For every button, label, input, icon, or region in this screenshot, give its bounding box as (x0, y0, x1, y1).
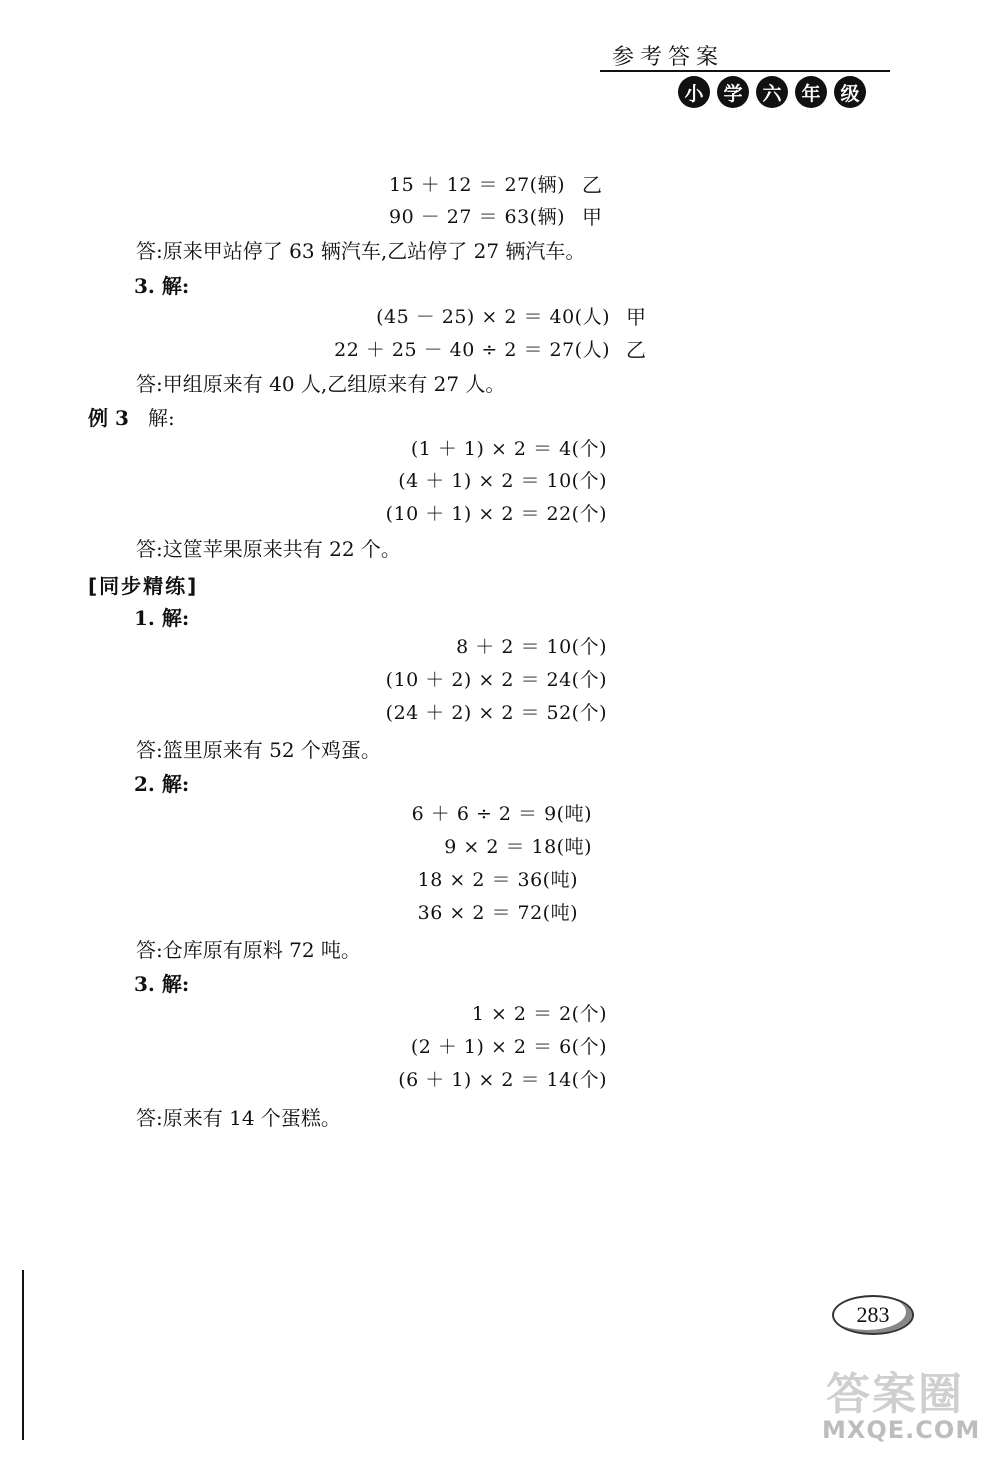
answer-line: 答:原来甲站停了 63 辆汽车,乙站停了 27 辆汽车。 (136, 239, 586, 263)
grade-char: 年 (795, 76, 827, 108)
answer-line: 答:甲组原来有 40 人,乙组原来有 27 人。 (136, 372, 506, 396)
grade-badge (678, 76, 866, 108)
equation-line: (4 ＋ 1) × 2 ＝ 10(个) (398, 470, 607, 492)
answer-line: 答:这筐苹果原来共有 22 个。 (136, 537, 401, 561)
equation-line: 1 × 2 ＝ 2(个) (471, 1003, 607, 1025)
answer-line: 答:原来有 14 个蛋糕。 (136, 1106, 341, 1130)
equation-line: 22 ＋ 25 － 40 ÷ 2 ＝ 27(人) (334, 339, 610, 361)
grade-char: 学 (717, 76, 749, 108)
equation-tag: 甲 (626, 305, 646, 329)
watermark-logo: 答案圈 (826, 1369, 964, 1420)
equation-tag: 甲 (582, 205, 602, 229)
section-heading: [同步精练] (88, 574, 199, 598)
equation-tag: 乙 (582, 173, 602, 197)
equation-line: 36 × 2 ＝ 72(吨) (417, 902, 578, 924)
margin-line (22, 1270, 24, 1440)
problem-number: 1. 解: (134, 606, 190, 630)
page-number: 283 (832, 1295, 914, 1335)
watermark-url: MXQE.COM (822, 1416, 981, 1444)
equation-tag: 乙 (626, 338, 646, 362)
equation-line: (1 ＋ 1) × 2 ＝ 4(个) (410, 438, 607, 460)
problem-number: 3. 解: (134, 972, 190, 996)
header-rule (600, 70, 890, 72)
equation-line: 8 ＋ 2 ＝ 10(个) (456, 636, 607, 658)
header-title: 参考答案 (612, 45, 725, 70)
example-label: 例 3 (88, 406, 129, 430)
grade-char: 六 (756, 76, 788, 108)
problem-number: 3. 解: (134, 274, 190, 298)
answer-line: 答:仓库原有原料 72 吨。 (136, 938, 361, 962)
grade-char: 级 (834, 76, 866, 108)
grade-char: 小 (678, 76, 710, 108)
problem-number: 2. 解: (134, 772, 190, 796)
equation-line: 90 － 27 ＝ 63(辆) (388, 206, 565, 228)
equation-line: (10 ＋ 2) × 2 ＝ 24(个) (385, 669, 607, 691)
equation-line: (2 ＋ 1) × 2 ＝ 6(个) (410, 1036, 607, 1058)
equation-line: 15 ＋ 12 ＝ 27(辆) (388, 174, 565, 196)
equation-line: 9 × 2 ＝ 18(吨) (444, 836, 592, 858)
equation-line: (6 ＋ 1) × 2 ＝ 14(个) (398, 1069, 607, 1091)
equation-line: (10 ＋ 1) × 2 ＝ 22(个) (385, 503, 607, 525)
equation-line: (45 － 25) × 2 ＝ 40(人) (376, 306, 610, 328)
solve-label: 解: (148, 406, 175, 430)
equation-line: 18 × 2 ＝ 36(吨) (417, 869, 578, 891)
answer-line: 答:篮里原来有 52 个鸡蛋。 (136, 738, 381, 762)
equation-line: (24 ＋ 2) × 2 ＝ 52(个) (385, 702, 607, 724)
equation-line: 6 ＋ 6 ÷ 2 ＝ 9(吨) (411, 803, 592, 825)
